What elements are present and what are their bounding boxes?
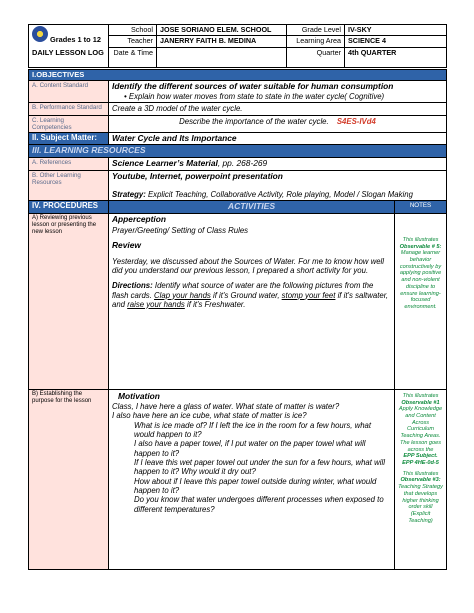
grade-level-label: Grade Level: [287, 25, 345, 36]
notes-heading: NOTES: [395, 201, 447, 214]
content-standard-cell: [109, 81, 447, 103]
motivation-line-6: How about if I leave this paper towel outside during winter, what would happen to it?: [134, 476, 377, 496]
content-bullet-text: Explain how water moves from state to state in the water cycle( Cognitive): [128, 92, 385, 102]
motivation-line-2: I also have here an ice cube, what state of matter is ice?: [112, 411, 307, 421]
motivation-line-4: I also have a paper towel, if I put water on the paper towel what will happen to it?: [134, 439, 366, 458]
resources-heading: III. LEARNING RESOURCES: [29, 145, 447, 158]
motivation-line-7: Do you know that water undergoes different processes when exposed to different temperatures?: [134, 495, 384, 514]
strategy-label: Strategy:: [112, 189, 146, 199]
directions-text-4: if it's Freshwater.: [184, 299, 246, 309]
teacher-label: Teacher: [109, 36, 157, 47]
note-a-line1: This illustrates: [402, 236, 439, 243]
competencies-label: C. Learning Competencies: [29, 115, 109, 132]
note-b-line1: This illustrates: [402, 392, 439, 399]
references-title: Science Learner’s Material: [112, 158, 218, 169]
note-a-text: Manage learner behavior constructively by applying positive and non-violent discipline to ensure learning-focused environment.: [399, 250, 442, 310]
references-cell: [109, 158, 447, 171]
competencies-cell: [109, 115, 447, 132]
procedure-b-label: B) Establishing the purpose for the lesson: [29, 389, 109, 569]
note-b-epp: EPP Subject.: [403, 453, 438, 460]
procedure-a-label: A) Reviewing previous lesson or presenting the new lesson: [29, 213, 109, 389]
directions-text-1: Identify what source of water are the following pictures from the flash cards.: [112, 281, 374, 300]
date-time-label: Date & Time: [109, 47, 157, 67]
competency-code: S4ES-IVd4: [336, 116, 376, 126]
note-b-observable-3: Observable #3:: [400, 477, 441, 484]
other-resources-label: B. Other Learning Resources: [29, 171, 109, 201]
learning-area-value: SCIENCE 4: [345, 36, 447, 47]
quarter-value: 4th QUARTER: [345, 47, 447, 67]
directions-text-2: if it's Ground water,: [210, 290, 282, 300]
directions-paragraph: [112, 281, 391, 309]
competencies-text: Describe the importance of the water cycle.: [179, 116, 329, 126]
subject-matter-label: II. Subject Matter:: [29, 132, 109, 145]
log-title: DAILY LESSON LOG: [32, 47, 104, 57]
note-b-text-2: The lesson goes across the: [399, 439, 442, 453]
stomp-feet-text: stomp your feet: [281, 290, 336, 300]
review-text: Yesterday, we discussed about the Sources of Water. For me to know how well did you understand our previous lesson, I prepared a short activity for you.: [112, 256, 385, 276]
procedure-a-activity: [109, 213, 395, 389]
content-standard-bullet: • Explain how water moves from state to state in the water cycle( Cognitive): [124, 92, 385, 102]
teacher-value: JANERRY FAITH B. MEDINA: [157, 36, 287, 47]
date-time-value: [157, 47, 287, 67]
deped-seal-icon: [32, 26, 48, 42]
performance-standard-label: B. Performance Standard: [29, 103, 109, 115]
school-value: JOSE SORIANO ELEM. SCHOOL: [157, 25, 287, 36]
objectives-heading: I.OBJECTIVES: [29, 69, 447, 81]
motivation-heading: Motivation: [118, 390, 160, 401]
grade-level-value: IV-SKY: [345, 25, 447, 36]
content-standard-text: Identify the different sources of water suitable for human consumption: [112, 81, 394, 92]
review-heading: Review: [112, 240, 141, 251]
motivation-line-3: What is ice made of? If I left the ice in the room for a few hours, what would happen to it?: [134, 420, 372, 440]
note-b-observable-1: Observable #1: [401, 399, 440, 406]
school-label: School: [109, 25, 157, 36]
motivation-line-5: If I leave this wet paper towel out under the sun for a few hours, what will happen to it? Why would it dry out?: [134, 458, 385, 477]
quarter-label: Quarter: [287, 47, 345, 67]
strategy-text: Explicit Teaching, Collaborative Activity, Role playing, Model / Slogan Making: [147, 189, 413, 199]
note-b-text-3: Teaching Strategy that develops higher thinking order skill (Explicit Teaching): [398, 484, 443, 524]
grades-label: Grades 1 to 12: [50, 35, 101, 44]
procedures-heading: IV. PROCEDURES: [29, 201, 109, 214]
note-b-epp-code: EPP 4HE-0d-5: [402, 460, 439, 466]
procedure-b-activity: [109, 389, 395, 569]
procedure-a-note: [395, 213, 447, 389]
directions-text-3: if it's saltwater, and: [112, 290, 389, 309]
motivation-line-1: Class, I have here a glass of water. What state of matter is water?: [112, 402, 340, 412]
apperception-heading: Apperception: [112, 213, 166, 224]
note-a-observable: Observable # 5:: [399, 243, 442, 250]
lesson-table: [28, 69, 447, 570]
learning-area-label: Learning Area: [287, 36, 345, 47]
subject-matter-value: Water Cycle and Its Importance: [109, 132, 447, 145]
strategy-line: [112, 190, 443, 199]
header-logo-cell: [29, 25, 109, 68]
references-pages: , pp. 268-269: [217, 158, 268, 169]
header-table: [28, 24, 447, 68]
raise-hands-text: raise your hands: [127, 299, 185, 309]
procedure-b-note: [395, 389, 447, 569]
other-resources-text: Youtube, Internet, powerpoint presentation: [112, 171, 283, 181]
references-label: A. References: [29, 158, 109, 171]
other-resources-cell: [109, 171, 447, 201]
performance-standard-text: Create a 3D model of the water cycle.: [109, 103, 447, 115]
directions-label: Directions:: [112, 281, 153, 291]
clap-hands-text: Clap your hands: [154, 290, 211, 300]
prayer-text: Prayer/Greeting/ Setting of Class Rules: [112, 225, 249, 235]
daily-lesson-log: [28, 24, 446, 570]
note-b-text-1: Apply Knowledge and Content Across Curriculum Teaching Areas.: [398, 406, 443, 440]
activities-heading: ACTIVITIES: [109, 201, 395, 214]
content-standard-label: A. Content Standard: [29, 81, 109, 103]
note-b-line2: This illustrates: [402, 470, 439, 477]
